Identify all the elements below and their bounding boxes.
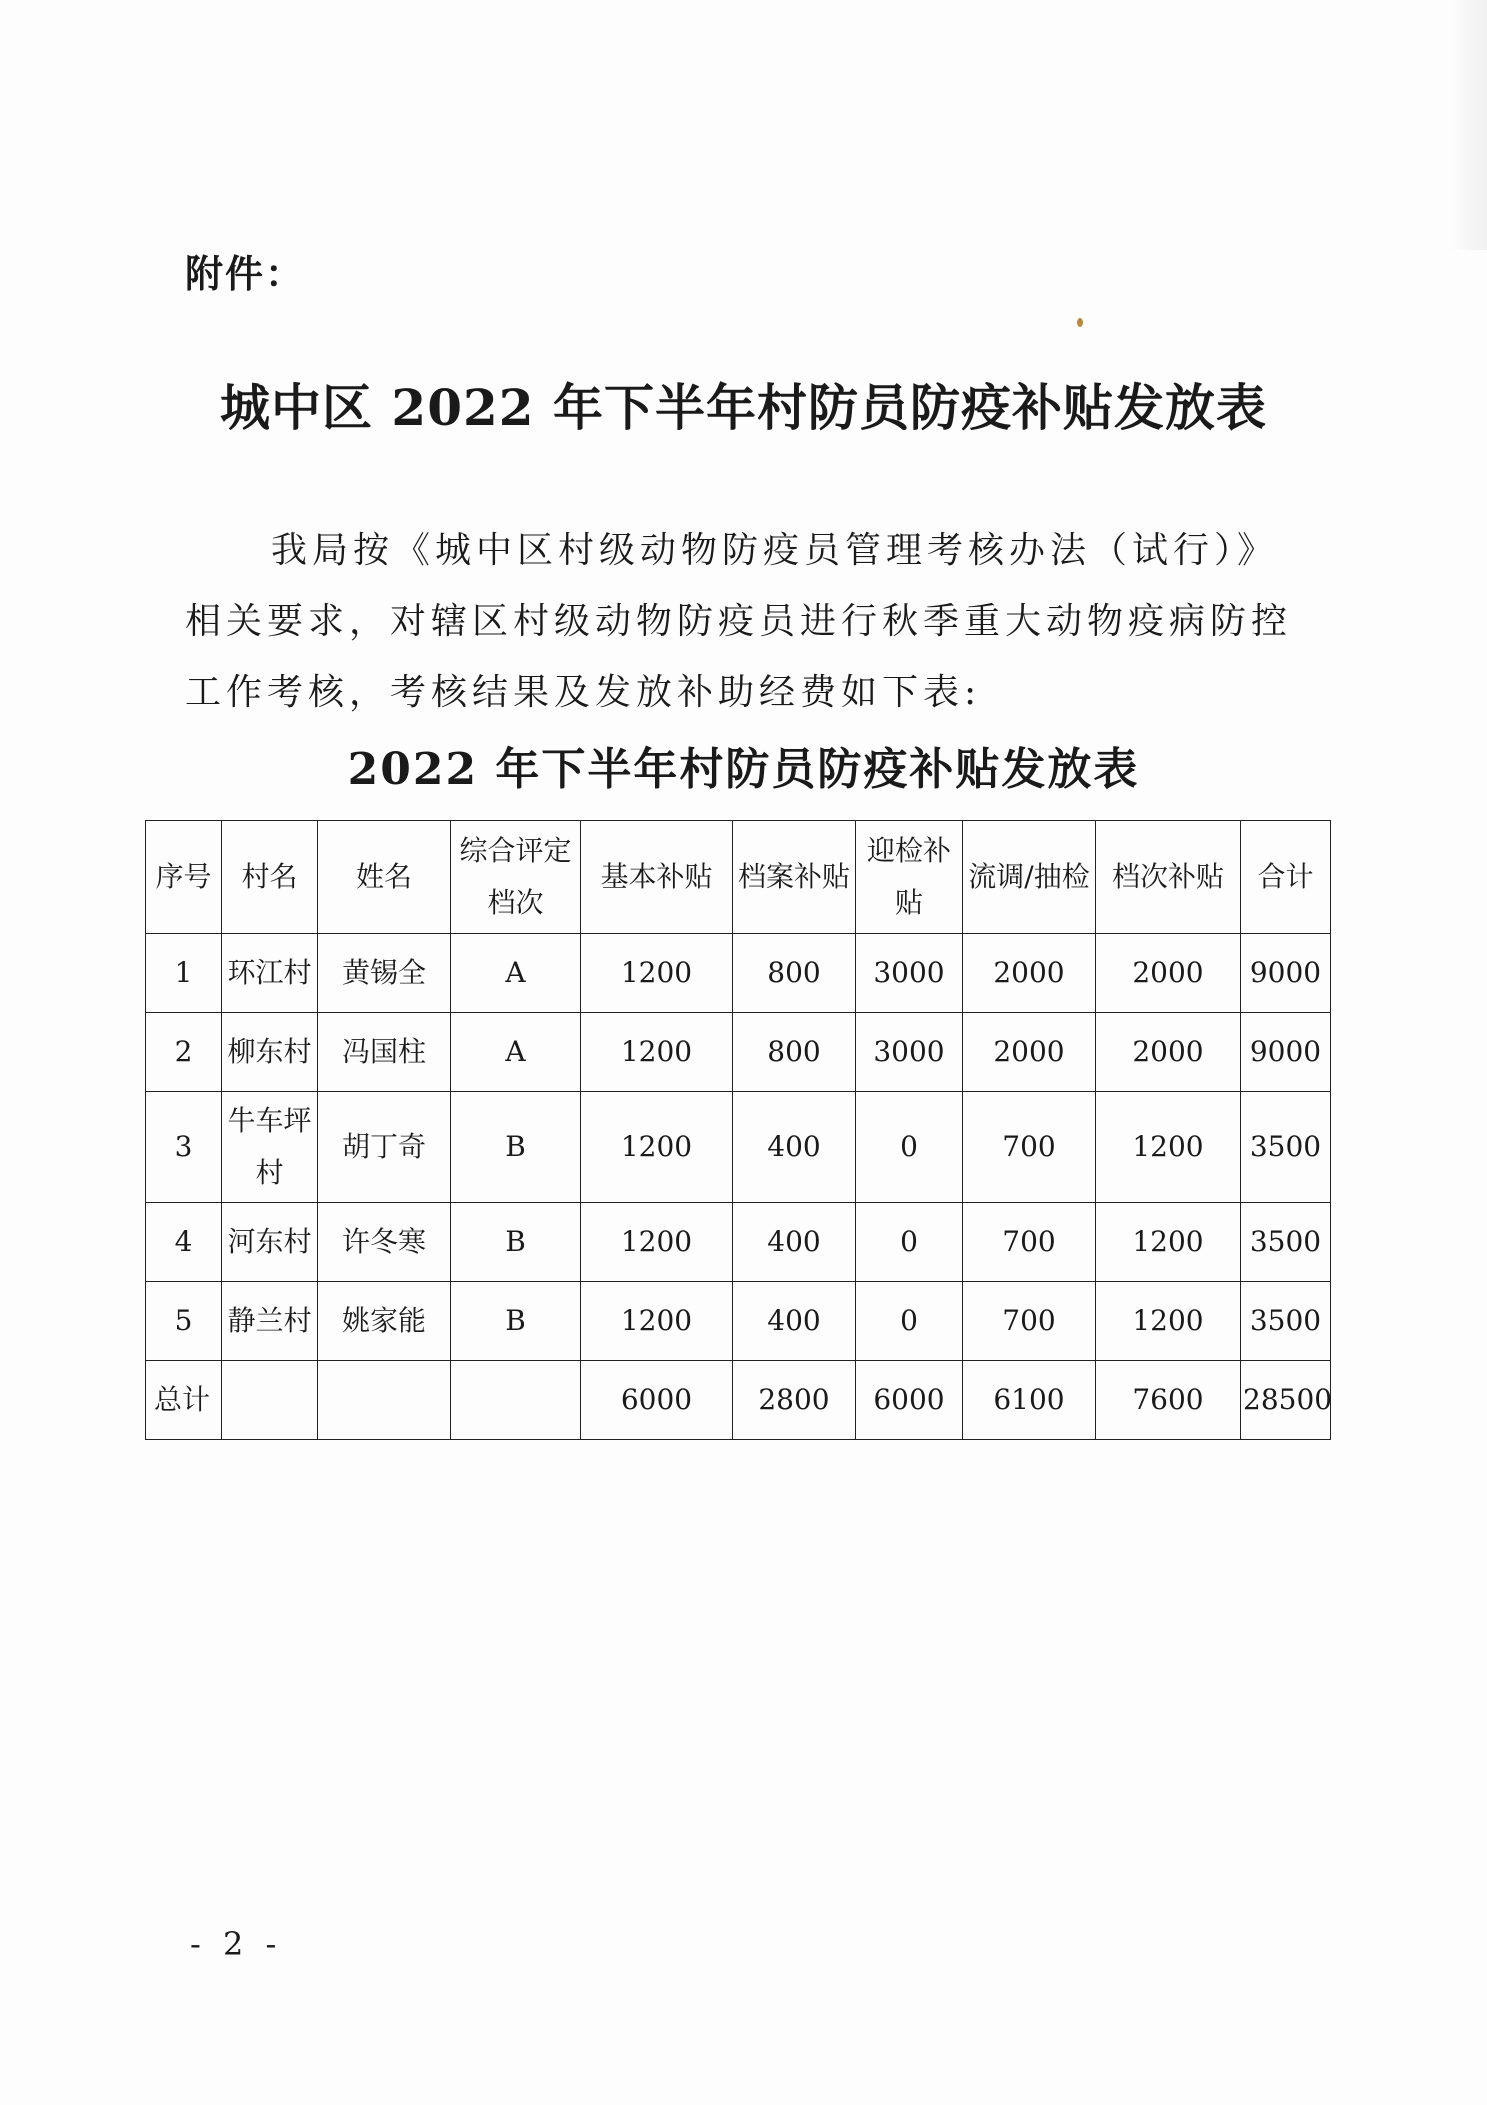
table-cell: 牛车坪村 [222, 1092, 318, 1203]
scan-speck [1077, 318, 1083, 327]
table-cell: 3500 [1241, 1282, 1331, 1361]
table-cell: A [451, 934, 581, 1013]
table-cell: 1 [146, 934, 222, 1013]
table-cell: 1200 [581, 1203, 733, 1282]
table-cell: 5 [146, 1282, 222, 1361]
table-cell [222, 1361, 318, 1440]
main-title: 城中区 2022 年下半年村防员防疫补贴发放表 [220, 378, 1267, 437]
header-cell: 流调/抽检 [963, 821, 1096, 934]
table-title: 2022 年下半年村防员防疫补贴发放表 [347, 744, 1140, 795]
table-cell: 1200 [1096, 1203, 1241, 1282]
table-cell: B [451, 1092, 581, 1203]
table-cell: 3500 [1241, 1203, 1331, 1282]
header-cell: 村名 [222, 821, 318, 934]
table-cell: 800 [733, 1013, 856, 1092]
table-cell: 6000 [581, 1361, 733, 1440]
table-cell: 静兰村 [222, 1282, 318, 1361]
table-cell: 3500 [1241, 1092, 1331, 1203]
table-cell: 河东村 [222, 1203, 318, 1282]
table-row [146, 1092, 1331, 1203]
table-cell: 3000 [856, 1013, 963, 1092]
table-cell: 0 [856, 1203, 963, 1282]
table-cell: 1200 [1096, 1282, 1241, 1361]
table-cell: 2000 [963, 1013, 1096, 1092]
subsidy-table [145, 820, 1331, 1440]
table-cell [318, 1361, 451, 1440]
table-row [146, 934, 1331, 1013]
table-header-row [146, 821, 1331, 934]
table-cell: 2800 [733, 1361, 856, 1440]
table-cell: 1200 [581, 1092, 733, 1203]
header-cell: 迎检补贴 [856, 821, 963, 934]
table-cell: 2000 [1096, 934, 1241, 1013]
table-cell: 1200 [581, 1282, 733, 1361]
table-cell: 9000 [1241, 1013, 1331, 1092]
scan-shadow [1449, 0, 1487, 250]
table-cell: 0 [856, 1282, 963, 1361]
table-cell: 2000 [1096, 1013, 1241, 1092]
table-cell: 400 [733, 1282, 856, 1361]
page-number: - 2 - [190, 1925, 283, 1963]
table-cell: 4 [146, 1203, 222, 1282]
header-cell: 综合评定档次 [451, 821, 581, 934]
header-cell: 合计 [1241, 821, 1331, 934]
table-cell: 800 [733, 934, 856, 1013]
table-cell: 柳东村 [222, 1013, 318, 1092]
table-cell: 700 [963, 1282, 1096, 1361]
table-cell: 0 [856, 1092, 963, 1203]
table-cell: 28500 [1241, 1361, 1331, 1440]
header-cell: 序号 [146, 821, 222, 934]
table-cell: 3000 [856, 934, 963, 1013]
table-row [146, 1203, 1331, 1282]
table-cell: 姚家能 [318, 1282, 451, 1361]
total-label: 总计 [146, 1361, 222, 1440]
table-cell: 700 [963, 1203, 1096, 1282]
header-cell: 姓名 [318, 821, 451, 934]
table-cell: 环江村 [222, 934, 318, 1013]
table-row [146, 1282, 1331, 1361]
table-cell [451, 1361, 581, 1440]
header-cell: 档次补贴 [1096, 821, 1241, 934]
table-cell: 2 [146, 1013, 222, 1092]
header-cell: 档案补贴 [733, 821, 856, 934]
table-cell: 400 [733, 1092, 856, 1203]
table-cell: 胡丁奇 [318, 1092, 451, 1203]
table-cell: 冯国柱 [318, 1013, 451, 1092]
table-cell: 400 [733, 1203, 856, 1282]
table-cell: B [451, 1282, 581, 1361]
table-cell: 1200 [1096, 1092, 1241, 1203]
table-cell: 7600 [1096, 1361, 1241, 1440]
table-cell: A [451, 1013, 581, 1092]
table-cell: 3 [146, 1092, 222, 1203]
attachment-label: 附件： [185, 252, 306, 296]
header-cell: 基本补贴 [581, 821, 733, 934]
table-cell: 许冬寒 [318, 1203, 451, 1282]
table-cell: 6000 [856, 1361, 963, 1440]
table-total-row [146, 1361, 1331, 1440]
table-cell: 6100 [963, 1361, 1096, 1440]
table-cell: B [451, 1203, 581, 1282]
intro-paragraph: 我局按《城中区村级动物防疫员管理考核办法（试行）》相关要求，对辖区村级动物防疫员进行秋季重大动物疫病防控工作考核，考核结果及发放补助经费如下表: [185, 530, 1293, 713]
table-row [146, 1013, 1331, 1092]
table-cell: 700 [963, 1092, 1096, 1203]
table-cell: 9000 [1241, 934, 1331, 1013]
table-cell: 2000 [963, 934, 1096, 1013]
table-cell: 黄锡全 [318, 934, 451, 1013]
table-cell: 1200 [581, 1013, 733, 1092]
table-cell: 1200 [581, 934, 733, 1013]
